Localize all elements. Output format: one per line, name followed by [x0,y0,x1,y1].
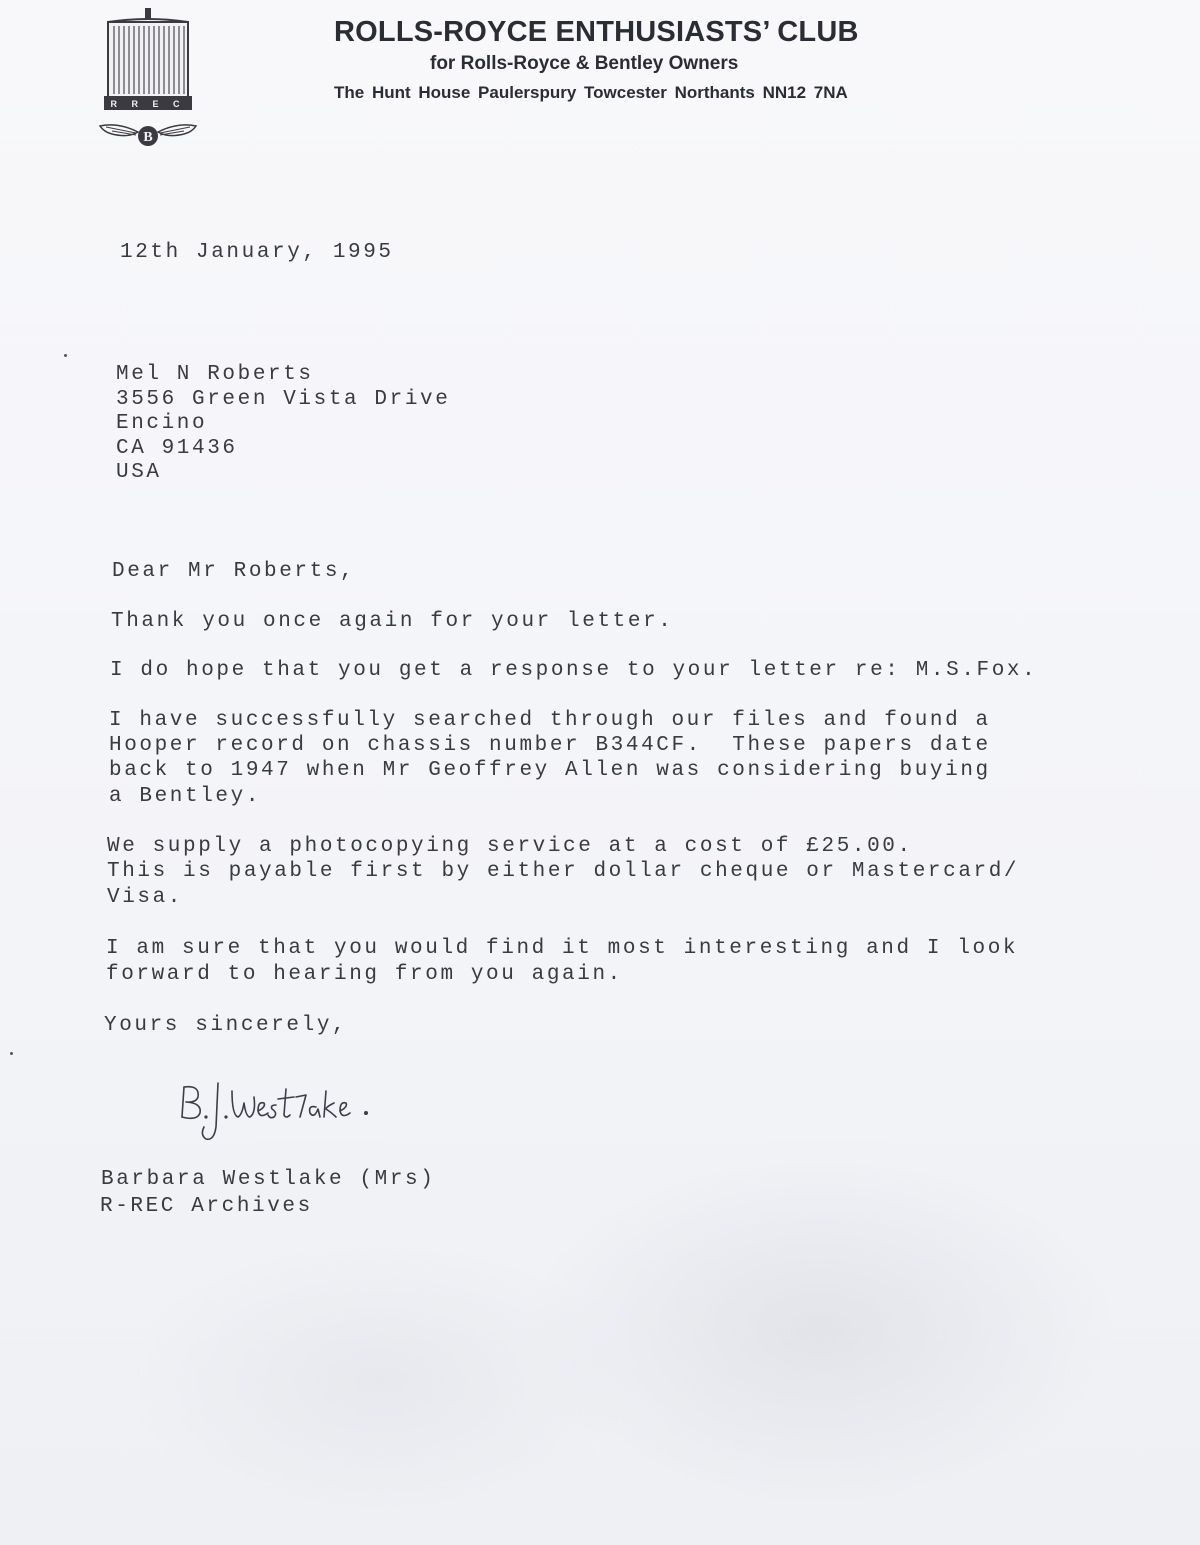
club-name: ROLLS-ROYCE ENTHUSIASTS’ CLUB [334,16,859,48]
club-address: The Hunt House Paulerspury Towcester Northants NN12 7NA [334,83,848,102]
recipient-street: 3556 Green Vista Drive [116,388,451,411]
paragraph-search-line: Hooper record on chassis number B344CF. These papers date [109,734,991,757]
paragraph-service-line: We supply a photocopying service at a cost of £25.00. [107,835,913,858]
signature-text: B.J.Westlake. [170,1075,178,1076]
paragraph-service-line: This is payable first by either dollar cheque or Mastercard/ [107,860,1020,883]
signer-title: R-REC Archives [100,1195,313,1218]
letter-date: 12th January, 1995 [120,241,394,264]
handwritten-signature [170,1075,420,1155]
paragraph-closing-line: I am sure that you would find it most interesting and I look [106,937,1019,960]
club-subtitle: for Rolls-Royce & Bentley Owners [430,53,739,74]
club-logo-icon [98,4,198,154]
recipient-country: USA [116,461,162,484]
paragraph-service-line: Visa. [107,886,184,909]
signer-name: Barbara Westlake (Mrs) [101,1168,436,1191]
svg-text:B: B [143,130,153,145]
paragraph-search-line: I have successfully searched through our files and found a [109,709,991,732]
recipient-state-zip: CA 91436 [116,437,238,460]
recipient-name: Mel N Roberts [116,363,314,386]
paragraph-closing-line: forward to hearing from you again. [106,963,623,986]
paragraph-search-line: back to 1947 when Mr Geoffrey Allen was considering buying [109,759,991,782]
logo-rrec-text: R R E C [110,99,186,109]
paragraph-search-line: a Bentley. [109,785,262,808]
paragraph-response: I do hope that you get a response to your letter re: M.S.Fox. [110,659,1038,682]
paper-speck [10,1052,13,1055]
paragraph-thanks: Thank you once again for your letter. [111,610,674,633]
closing: Yours sincerely, [104,1014,348,1037]
recipient-city: Encino [116,412,208,435]
paper-speck [64,354,67,357]
salutation: Dear Mr Roberts, [112,560,356,583]
